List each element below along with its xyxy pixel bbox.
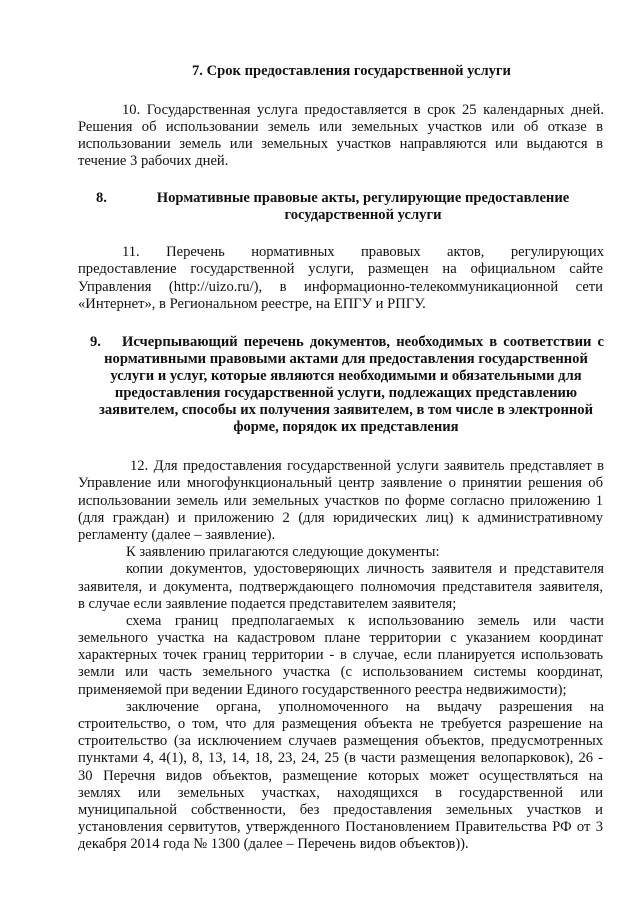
section-9-number: 9.: [90, 334, 101, 350]
paragraph-line: пунктами 4, 4(1), 8, 13, 14, 18, 23, 24, 25 (в части размещения велопарковок), 26 -: [78, 750, 603, 766]
paragraph-line: применяемой при ведении Единого государственного реестра недвижимости);: [78, 682, 567, 698]
paragraph-line: в случае если заявление подается представителем заявителя;: [78, 596, 457, 612]
paragraph-line: использовании земель или земельных участков по форме согласно приложению 1: [78, 493, 603, 509]
section-9-heading-line: форме, порядок их представления: [233, 419, 459, 435]
paragraph-line: характерных точек границ территории - в случае, если планируется использовать: [78, 647, 603, 663]
paragraph-line: копии документов, удостоверяющих личность заявителя и представителя: [126, 561, 604, 577]
section-9-heading-line: услуги и услуг, которые являются необходимыми и обязательными для: [110, 368, 582, 384]
paragraph-line: земли или часть земельного участка (с использованием системы координат,: [78, 664, 603, 680]
section-9-heading-line: нормативными правовыми актами для предоставления государственной: [104, 351, 588, 367]
paragraph-line: 10. Государственная услуга предоставляется в срок 25 календарных дней.: [122, 102, 604, 118]
paragraph-line: предоставление государственной услуги, размещен на официальном сайте: [78, 261, 603, 277]
paragraph-line: Управления (http://uizo.ru/), в информационно-телекоммуникационной сети: [78, 279, 603, 295]
paragraph-line: (для граждан) и приложению 2 (для юридических лиц) к административному: [78, 510, 603, 526]
paragraph-line: заявителя, и документа, подтверждающего полномочия представителя заявителя,: [78, 579, 603, 595]
section-9-heading-line: предоставления государственной услуги, подлежащих представлению: [114, 385, 578, 401]
paragraph-line: «Интернет», в Региональном реестре, на ЕПГУ и РПГУ.: [78, 296, 426, 312]
paragraph-line: 11. Перечень нормативных правовых актов, регулирующих: [122, 244, 604, 260]
paragraph-line: регламенту (далее – заявление).: [78, 527, 276, 543]
section-8-heading-line: Нормативные правовые акты, регулирующие предоставление: [156, 190, 570, 206]
section-9-heading-line: заявителем, способы их получения заявителем, в том числе в электронной: [99, 402, 593, 418]
paragraph-line: строительство (за исключением случаев размещения объектов, предусмотренных: [78, 733, 603, 749]
paragraph-line: 12. Для предоставления государственной услуги заявитель представляет в: [130, 458, 604, 474]
paragraph-line: 30 Перечня видов объектов, размещение которых может осуществляться на: [78, 768, 603, 784]
paragraph-line: земельного участка на кадастровом плане территории с указанием координат: [78, 630, 603, 646]
section-8-number: 8.: [96, 190, 107, 206]
paragraph-line: декабря 2014 года № 1300 (далее – Перечень видов объектов)).: [78, 836, 469, 852]
paragraph-line: Управление или многофункциональный центр заявление о принятии решения об: [78, 475, 603, 491]
paragraph-line: строительство, о том, что для размещения объекта не требуется разрешение на: [78, 716, 603, 732]
section-9-heading-line: Исчерпывающий перечень документов, необходимых в соответствии с: [122, 334, 604, 350]
paragraph-line: использовании земель или земельных участков направляются или выдаются в: [78, 136, 603, 152]
paragraph-line: муниципальной собственности, без предоставления земельных участков и: [78, 802, 603, 818]
paragraph-line: заключение органа, уполномоченного на выдачу разрешения на: [126, 699, 604, 715]
paragraph-line: установления сервитутов, утвержденного Постановлением Правительства РФ от 3: [78, 819, 603, 835]
paragraph-line: течение 3 рабочих дней.: [78, 153, 229, 169]
paragraph-line: К заявлению прилагаются следующие документы:: [126, 544, 440, 560]
section-8-heading-line: государственной услуги: [284, 207, 442, 223]
paragraph-line: схема границ предполагаемых к использованию земель или части: [126, 613, 604, 629]
section-7-heading: 7. Срок предоставления государственной услуги: [192, 63, 511, 79]
paragraph-line: землях или земельных участках, находящихся в государственной или: [78, 785, 603, 801]
paragraph-line: Решения об использовании земель или земельных участков или об отказе в: [78, 119, 603, 135]
